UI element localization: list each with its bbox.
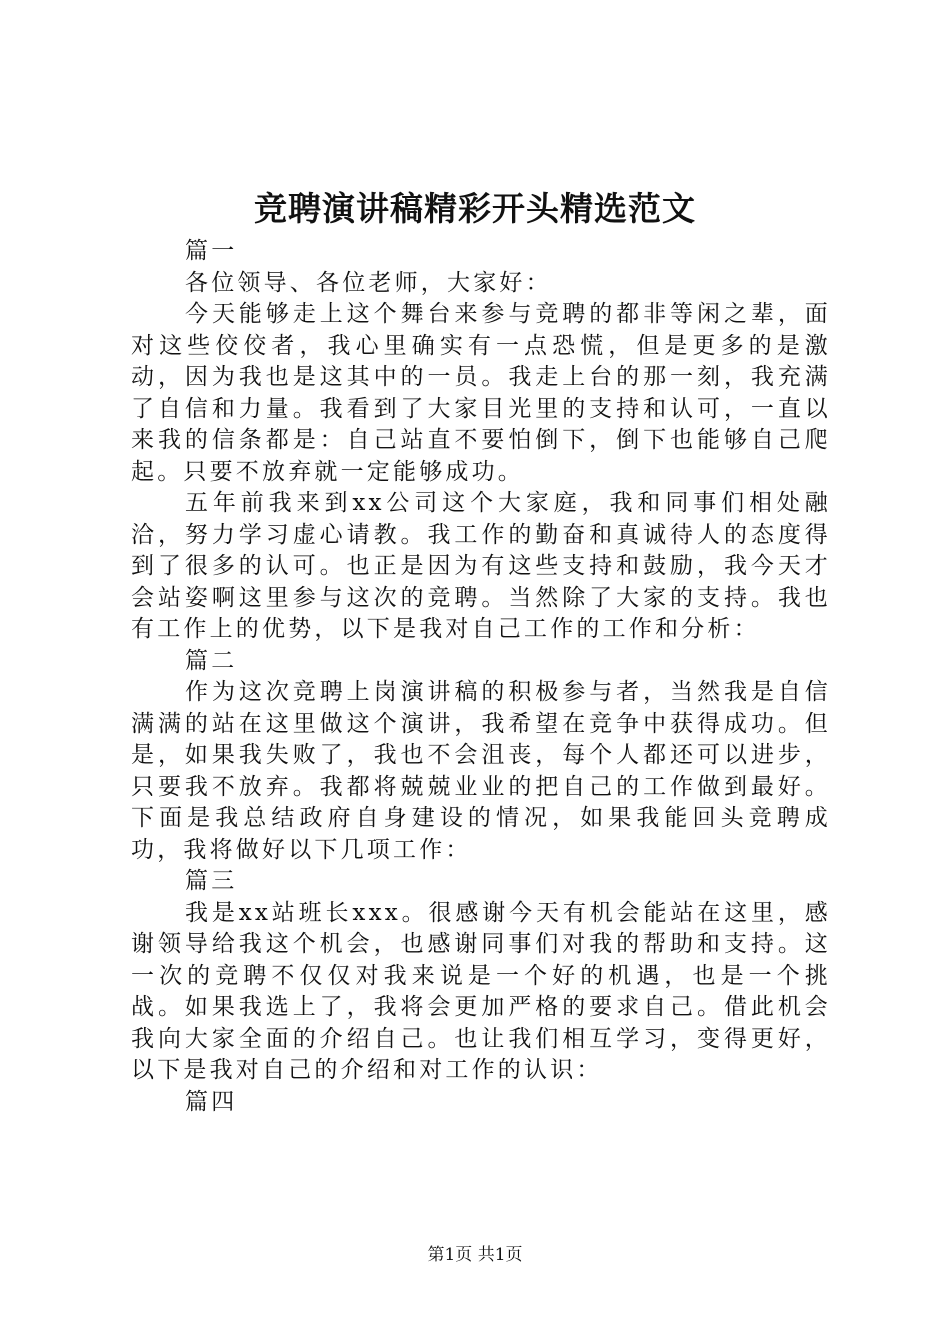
- body-paragraph-2: 五年前我来到xx公司这个大家庭，我和同事们相处融洽，努力学习虚心请教。我工作的勤奋和真诚待人的态度得到了很多的认可。也正是因为有这些支持和鼓励，我今天才会站姿啊这里参与这次的竞聘。当然除了大家的支持。我也有工作上的优势，以下是我对自己工作的工作和分析：: [131, 490, 831, 642]
- section-heading-4: 篇四: [185, 1088, 238, 1115]
- section-heading-2: 篇二: [185, 647, 238, 674]
- document-body: [131, 236, 831, 1118]
- body-paragraph-3: 作为这次竞聘上岗演讲稿的积极参与者，当然我是自信满满的站在这里做这个演讲，我希望在竞争中获得成功。但是，如果我失败了，我也不会沮丧，每个人都还可以进步，只要我不放弃。我都将兢兢业业的把自己的工作做到最好。下面是我总结政府自身建设的情况，如果我能回头竞聘成功，我将做好以下几项工作：: [131, 679, 831, 863]
- document-title: 竞聘演讲稿精彩开头精选范文: [254, 189, 696, 228]
- salutation-paragraph: 各位领导、各位老师，大家好：: [185, 269, 552, 296]
- section-heading-1: 篇一: [185, 238, 238, 264]
- body-paragraph-4: 我是xx站班长xxx。很感谢今天有机会能站在这里，感谢领导给我这个机会，也感谢同事们对我的帮助和支持。这一次的竞聘不仅仅对我来说是一个好的机遇，也是一个挑战。如果我选上了，我将会更加严格的要求自己。借此机会我向大家全面的介绍自己。也让我们相互学习，变得更好，以下是我对自己的介绍和对工作的认识：: [131, 899, 831, 1083]
- page-footer: 第1页 共1页: [427, 1245, 523, 1265]
- body-paragraph-1: 今天能够走上这个舞台来参与竞聘的都非等闲之辈，面对这些佼佼者，我心里确实有一点恐慌，但是更多的是激动，因为我也是这其中的一员。我走上台的那一刻，我充满了自信和力量。我看到了大家目光里的支持和认可，一直以来我的信条都是：自己站直不要怕倒下，倒下也能够自己爬起。只要不放弃就一定能够成功。: [131, 301, 831, 485]
- section-heading-3: 篇三: [185, 868, 238, 894]
